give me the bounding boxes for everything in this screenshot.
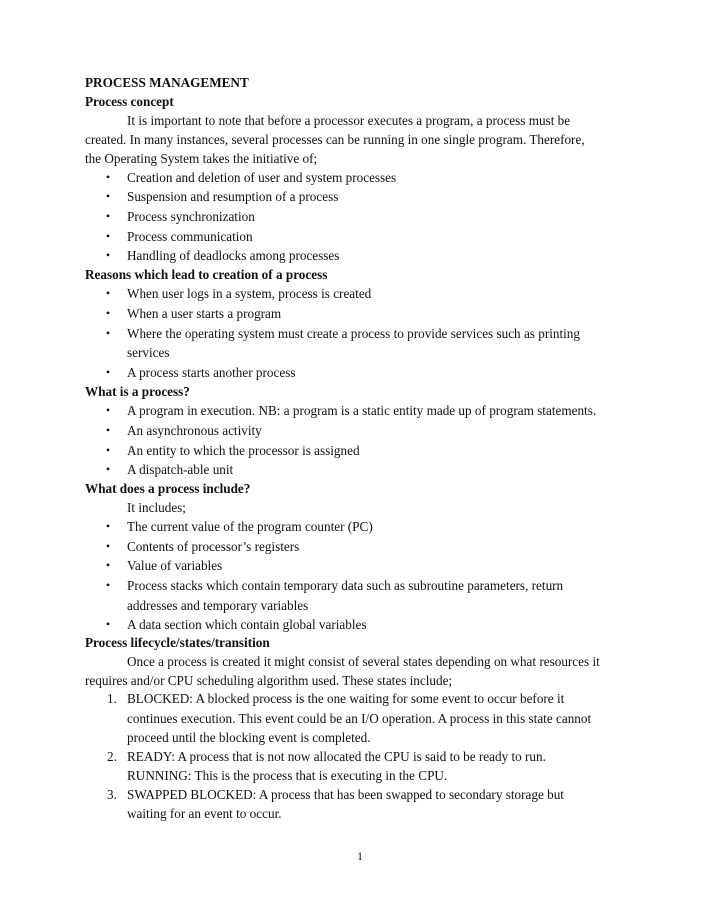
bullet-icon: •	[105, 326, 111, 340]
numbered-item-continuation: RUNNING: This is the process that is executing in the CPU.	[127, 768, 448, 783]
numbered-item: BLOCKED: A blocked process is the one waiting for some event to occur before it	[127, 691, 565, 706]
list-item: Value of variables	[127, 558, 223, 573]
list-item: The current value of the program counter (PC)	[127, 519, 373, 534]
list-item: Contents of processor’s registers	[127, 539, 300, 554]
list-item: Handling of deadlocks among processes	[127, 248, 340, 263]
bullet-icon: •	[105, 443, 111, 457]
bullet-icon: •	[105, 519, 111, 533]
list-item: Suspension and resumption of a process	[127, 189, 339, 204]
bullet-icon: •	[105, 539, 111, 553]
heading-reasons: Reasons which lead to creation of a process	[85, 267, 328, 282]
heading-what-is-process: What is a process?	[85, 384, 190, 399]
list-item: Process communication	[127, 229, 253, 244]
list-number: 3.	[107, 787, 117, 802]
list-item: A data section which contain global variables	[127, 617, 367, 632]
paragraph-line: It includes;	[127, 500, 186, 515]
list-item: Process synchronization	[127, 209, 255, 224]
paragraph-line: the Operating System takes the initiative of;	[85, 151, 318, 166]
list-item: When user logs in a system, process is created	[127, 286, 372, 301]
list-item: When a user starts a program	[127, 306, 282, 321]
paragraph-line: It is important to note that before a processor executes a program, a process must be	[127, 113, 571, 128]
list-item: A process starts another process	[127, 365, 296, 380]
heading-process-concept: Process concept	[85, 94, 174, 109]
numbered-item-continuation: proceed until the blocking event is completed.	[127, 730, 371, 745]
paragraph-line: created. In many instances, several processes can be running in one single program. Therefore,	[85, 132, 585, 147]
heading-process-include: What does a process include?	[85, 481, 251, 496]
page-number: 1	[357, 849, 363, 863]
numbered-item-continuation: continues execution. This event could be an I/O operation. A process in this state cannot	[127, 711, 592, 726]
heading-lifecycle: Process lifecycle/states/transition	[85, 635, 270, 650]
list-item-continuation: addresses and temporary variables	[127, 598, 309, 613]
bullet-icon: •	[105, 578, 111, 592]
list-item: Where the operating system must create a process to provide services such as printing	[127, 326, 580, 341]
bullet-icon: •	[105, 423, 111, 437]
bullet-icon: •	[105, 462, 111, 476]
paragraph-line: Once a process is created it might consist of several states depending on what resources it	[127, 654, 600, 669]
paragraph-line: requires and/or CPU scheduling algorithm used. These states include;	[85, 673, 453, 688]
bullet-icon: •	[105, 558, 111, 572]
bullet-icon: •	[105, 189, 111, 203]
bullet-icon: •	[105, 248, 111, 262]
bullet-icon: •	[105, 170, 111, 184]
list-item: Process stacks which contain temporary data such as subroutine parameters, return	[127, 578, 564, 593]
numbered-item: SWAPPED BLOCKED: A process that has been swapped to secondary storage but	[127, 787, 564, 802]
bullet-icon: •	[105, 209, 111, 223]
list-item: Creation and deletion of user and system processes	[127, 170, 397, 185]
list-number: 2.	[107, 749, 117, 764]
list-item: A dispatch-able unit	[127, 462, 234, 477]
numbered-item: READY: A process that is not now allocated the CPU is said to be ready to run.	[127, 749, 546, 764]
list-number: 1.	[107, 691, 117, 706]
list-item: An entity to which the processor is assigned	[127, 443, 360, 458]
bullet-icon: •	[105, 617, 111, 631]
list-item: A program in execution. NB: a program is a static entity made up of program statements.	[127, 403, 597, 418]
bullet-icon: •	[105, 306, 111, 320]
bullet-icon: •	[105, 403, 111, 417]
numbered-item-continuation: waiting for an event to occur.	[127, 806, 282, 821]
bullet-icon: •	[105, 229, 111, 243]
bullet-icon: •	[105, 286, 111, 300]
list-item: An asynchronous activity	[127, 423, 262, 438]
bullet-icon: •	[105, 365, 111, 379]
document-title: PROCESS MANAGEMENT	[85, 75, 249, 90]
list-item-continuation: services	[127, 345, 170, 360]
